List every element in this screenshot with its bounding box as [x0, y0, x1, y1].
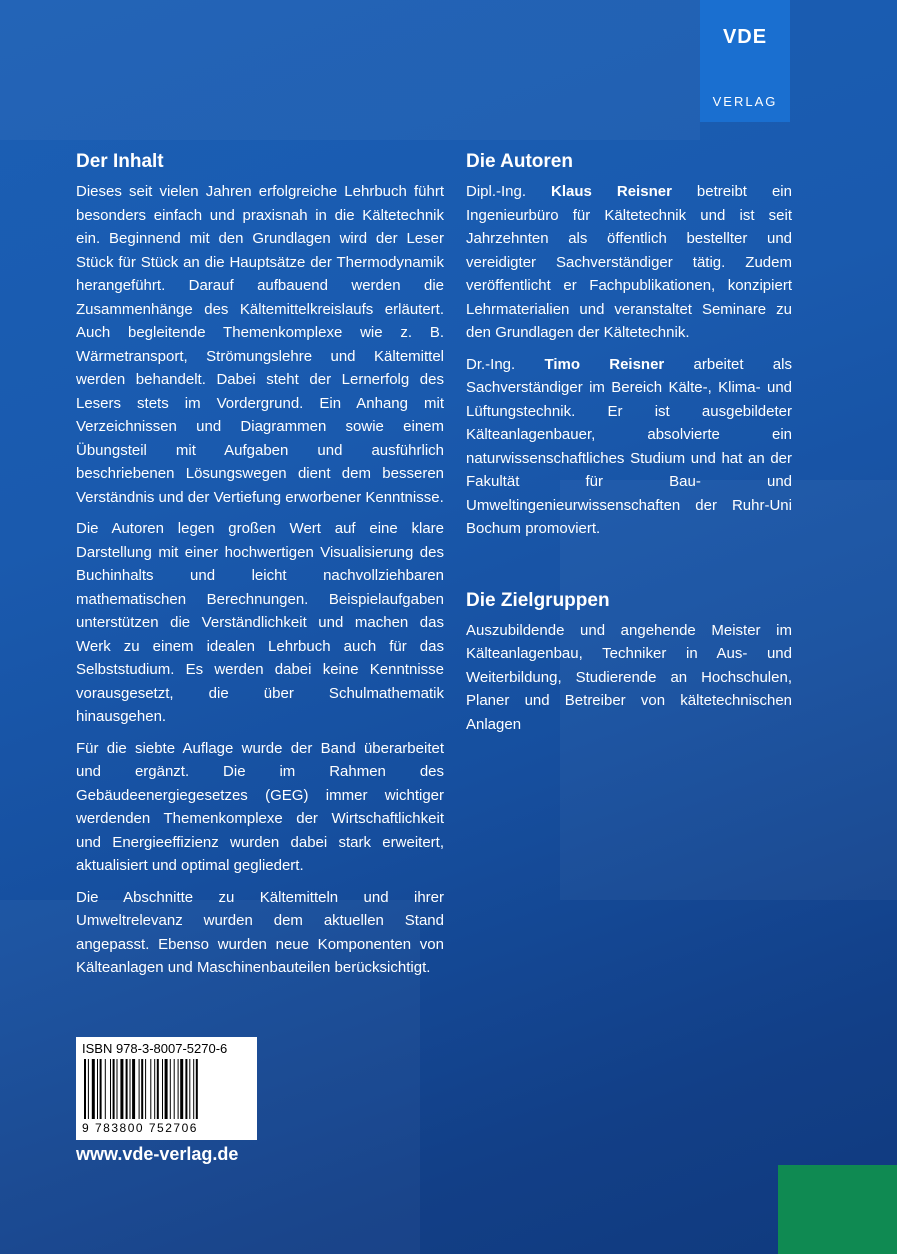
- author-bio-text: betreibt ein Ingenieurbüro für Kältetechnik und ist seit Jahrzehnten als öffentlich bestellter und vereidigter Sachverständiger tätig. Zudem veröffentlicht er Fachpublikationen, konzipiert Lehrmaterialien und veranstaltet Seminare zu den Grundlagen der Kältetechnik.: [466, 183, 792, 341]
- author-bio-text: arbeitet als Sachverständiger im Bereich Kälte-, Klima- und Lüftungstechnik. Er ist ausgebildeter Kälteanlagenbauer, absolvierte ein naturwissenschaftliches Studium und hat an der Fakultät für Bau- und Umweltingenieurwissenschaften der Ruhr-Uni Bochum promoviert.: [466, 355, 792, 537]
- publisher-brand: VDE: [722, 26, 768, 48]
- paragraph: Die Abschnitte zu Kältemitteln und ihrer Umweltrelevanz wurden dem aktuellen Stand angepasst. Ebenso wurden neue Komponenten von Kälteanlagen und Maschinenbauteilen berücksichtigt.: [76, 888, 444, 976]
- author-prefix: Dipl.-Ing.: [466, 183, 552, 200]
- section-title-autoren: Die Autoren: [466, 151, 573, 172]
- barcode-icon: [82, 1059, 251, 1121]
- barcode-digits: 9 783800 752706: [82, 1121, 198, 1135]
- paragraph: Dieses seit vielen Jahren erfolgreiche Lehrbuch führt besonders einfach und praxisnah in die Kältetechnik ein. Beginnend mit den Grundlagen wird der Leser Stück für Stück an die Hauptsätze der Thermodynamik herangeführt. Darauf aufbauend werden die Zusammenhänge des Kältemittelkreislaufs erläutert. Auch begleitende Themenkomplexe wie z. B. Wärmetransport, Strömungslehre und Kältemittel werden behandelt. Dabei steht der Lernerfolg des Lesers stets im Vordergrund. Ein Anhang mit Verzeichnissen und Diagrammen sowie einem Übungsteil mit Aufgaben und ausführlich beschriebenen Lösungswegen dient dem besseren Verständnis und der Vertiefung erworbener Kenntnisse.: [76, 183, 444, 506]
- author-name: Timo Reisner: [544, 355, 665, 373]
- authors-and-audience-section: [466, 150, 792, 744]
- content-description-section: [76, 150, 444, 988]
- publisher-website: www.vde-verlag.de: [76, 1144, 239, 1164]
- paragraph: Für die siebte Auflage wurde der Band überarbeitet und ergänzt. Die im Rahmen des Gebäudeenergiegesetzes (GEG) immer wichtiger werdenden Themenkomplexe der Wirtschaftlichkeit und Energieeffizienz wurden dabei stark erweitert, aktualisiert und optimal gegliedert.: [76, 739, 444, 874]
- section-title-zielgruppen: Die Zielgruppen: [466, 589, 610, 611]
- target-groups-text: Auszubildende und angehende Meister im Kälteanlagenbau, Techniker in Aus- und Weiterbildung, Studierende an Hochschulen, Planer und Betreiber von kältetechnischen Anlagen: [466, 621, 792, 733]
- paragraph: Die Autoren legen großen Wert auf eine klare Darstellung mit einer hochwertigen Visualisierung des Buchinhalts und leicht nachvollziehbaren mathematischen Berechnungen. Beispielaufgaben unterstützen die Verständlichkeit und machen das Werk zu einem idealen Lehrbuch auch für das Selbststudium. Es werden dabei keine Kenntnisse vorausgesetzt, die über Schulmathematik hinausgehen.: [76, 520, 444, 725]
- isbn-number: ISBN 978-3-8007-5270-6: [82, 1041, 228, 1056]
- background-tile: [0, 0, 700, 140]
- isbn-barcode: [76, 1037, 257, 1140]
- author-bio: [466, 180, 792, 345]
- author-bio: [466, 353, 792, 541]
- publisher-imprint: VERLAG: [712, 94, 778, 109]
- author-name: Klaus Reisner: [551, 183, 672, 200]
- publisher-logo: [700, 0, 790, 122]
- section-title-inhalt: Der Inhalt: [76, 151, 164, 172]
- author-prefix: Dr.-Ing.: [466, 355, 545, 373]
- corner-accent: [778, 1165, 897, 1254]
